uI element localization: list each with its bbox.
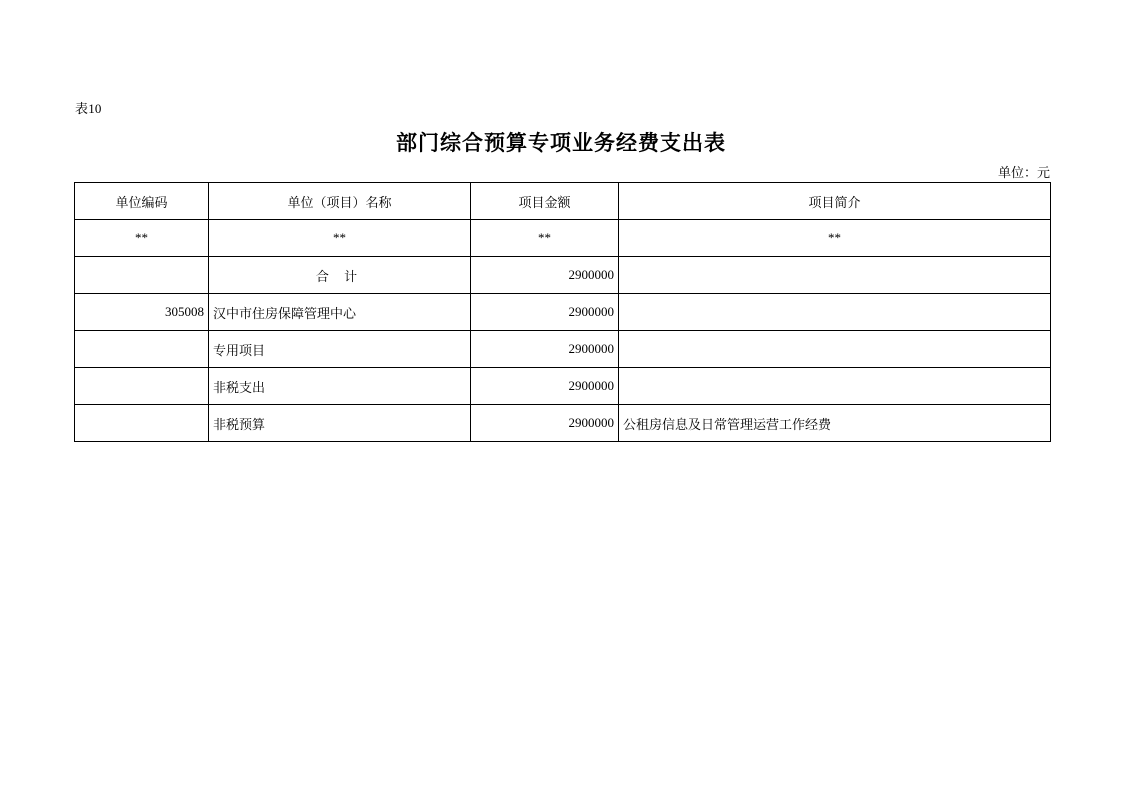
- cell-code: **: [75, 220, 209, 257]
- cell-amount: **: [471, 220, 619, 257]
- cell-desc: [619, 294, 1051, 331]
- cell-amount: 2900000: [471, 331, 619, 368]
- cell-name: **: [209, 220, 471, 257]
- cell-name: 非税预算: [209, 405, 471, 442]
- cell-code: [75, 405, 209, 442]
- table-header-row: [75, 183, 1051, 220]
- table-row: [75, 294, 1051, 331]
- cell-name: 汉中市住房保障管理中心: [209, 294, 471, 331]
- table-row: [75, 257, 1051, 294]
- cell-code: [75, 257, 209, 294]
- column-header-name: 单位（项目）名称: [209, 183, 471, 220]
- cell-code: [75, 331, 209, 368]
- cell-desc: 公租房信息及日常管理运营工作经费: [619, 405, 1051, 442]
- table-row: [75, 368, 1051, 405]
- page-title: 部门综合预算专项业务经费支出表: [396, 132, 726, 155]
- column-header-desc: 项目简介: [619, 183, 1051, 220]
- cell-amount: 2900000: [471, 368, 619, 405]
- cell-name: 专用项目: [209, 331, 471, 368]
- column-header-amount: 项目金额: [471, 183, 619, 220]
- form-label: 表10: [75, 101, 102, 116]
- table-row: [75, 331, 1051, 368]
- cell-desc: [619, 368, 1051, 405]
- cell-amount: 2900000: [471, 405, 619, 442]
- column-header-code: 单位编码: [75, 183, 209, 220]
- cell-desc: [619, 331, 1051, 368]
- cell-desc: **: [619, 220, 1051, 257]
- table-row: [75, 220, 1051, 257]
- cell-desc: [619, 257, 1051, 294]
- cell-name: 非税支出: [209, 368, 471, 405]
- cell-code: 305008: [75, 294, 209, 331]
- unit-note: 单位：元: [997, 165, 1050, 180]
- budget-table: [74, 182, 1051, 442]
- cell-code: [75, 368, 209, 405]
- table-row: [75, 405, 1051, 442]
- cell-amount: 2900000: [471, 257, 619, 294]
- cell-amount: 2900000: [471, 294, 619, 331]
- cell-name: 合 计: [209, 257, 471, 294]
